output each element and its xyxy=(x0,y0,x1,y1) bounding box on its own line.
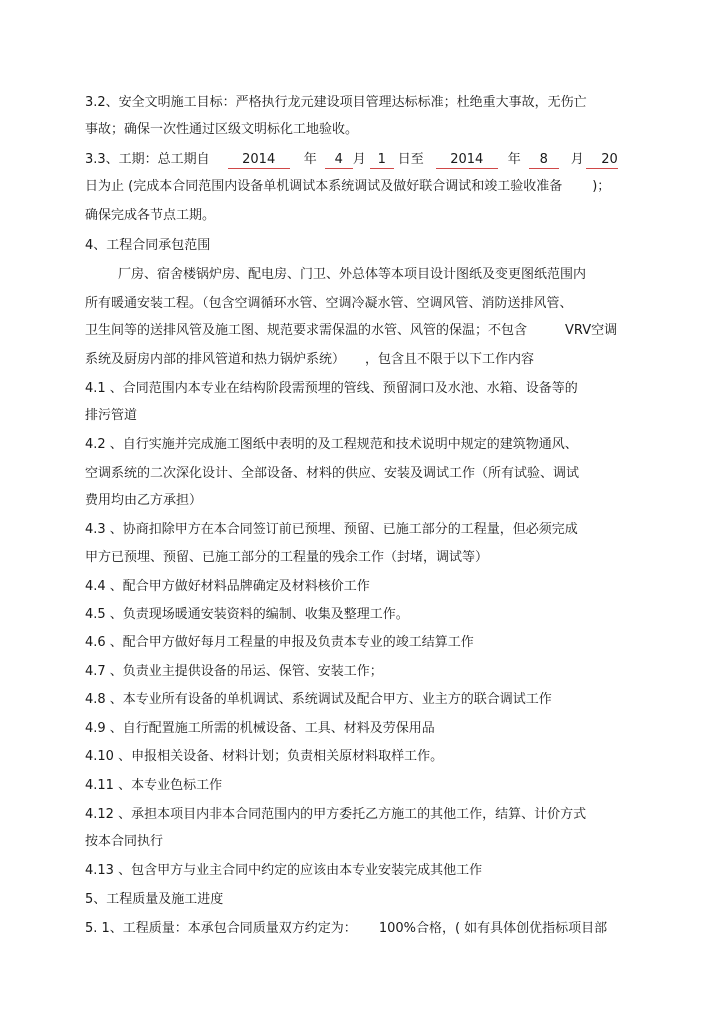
clause-4-line-4-main: 系统及厨房内部的排风管道和热力锅炉系统） xyxy=(85,352,346,367)
clause-5-1-tail: 100%合格，( 如有具体创优指标项目部 xyxy=(378,921,608,936)
clause-4-5: 4.5 、负责现场暖通安装资料的编制、收集及整理工作。 xyxy=(85,607,409,622)
month-label-2: 月 xyxy=(570,152,584,167)
clause-3-3-line-1 xyxy=(85,151,618,169)
end-year-field: 2014 xyxy=(436,152,498,169)
clause-4-2-line-1: 4.2 、自行实施并完成施工图纸中表明的及工程规范和技术说明中规定的建筑物通风、 xyxy=(85,437,578,452)
clause-4-4: 4.4 、配合甲方做好材料品牌确定及材料核价工作 xyxy=(85,579,370,594)
clause-5-1 xyxy=(85,920,607,938)
clause-4-12-line-1: 4.12 、承担本项目内非本合同范围内的甲方委托乙方施工的其他工作，结算、计价方式 xyxy=(85,807,587,822)
clause-4-8: 4.8 、本专业所有设备的单机调试、系统调试及配合甲方、业主方的联合调试工作 xyxy=(85,692,552,707)
clause-4-3-line-2: 甲方已预埋、预留、已施工部分的工程量的残余工作（封堵，调试等） xyxy=(85,550,489,565)
year-label-2: 年 xyxy=(507,152,521,167)
clause-4-1-line-1: 4.1 、合同范围内本专业在结构阶段需预埋的管线、预留洞口及水池、水箱、设备等的 xyxy=(85,381,578,396)
clause-4-line-3 xyxy=(85,322,617,340)
start-year-field: 2014 xyxy=(228,152,290,169)
clause-5-1-main: 5. 1、工程质量：本承包合同质量双方约定为： xyxy=(85,921,357,936)
clause-4-1-line-2: 排污管道 xyxy=(85,408,138,423)
clause-3-3-prefix: 3.3、工期：总工期自 xyxy=(85,152,210,167)
clause-4-line-1: 厂房、宿舍楼锅炉房、配电房、门卫、外总体等本项目设计图纸及变更图纸范围内 xyxy=(118,267,587,282)
start-month-field: 4 xyxy=(325,152,353,169)
clause-4-12-line-2: 按本合同执行 xyxy=(85,834,164,849)
clause-4-2-line-3: 费用均由乙方承担） xyxy=(85,493,203,508)
clause-4-line-4 xyxy=(85,351,534,369)
end-month-field: 8 xyxy=(529,152,559,169)
clause-4-11: 4.11 、本专业色标工作 xyxy=(85,778,223,793)
clause-4-line-3-main: 卫生间等的送排风管及施工图、规范要求需保温的水管、风管的保温；不包含 xyxy=(85,323,528,338)
clause-4-line-2: 所有暖通安装工程。（包含空调循环水管、空调冷凝水管、空调风管、消防送排风管、 xyxy=(85,296,573,311)
clause-4-line-4-tail: ，包含且不限于以下工作内容 xyxy=(365,352,535,367)
clause-3-3-close: )； xyxy=(592,179,611,194)
clause-4-13: 4.13 、包含甲方与业主合同中约定的应该由本专业安装完成其他工作 xyxy=(85,863,483,878)
clause-4-3-line-1: 4.3 、协商扣除甲方在本合同签订前已预埋、预留、已施工部分的工程量，但必须完成 xyxy=(85,522,578,537)
clause-4-9: 4.9 、自行配置施工所需的机械设备、工具、材料及劳保用品 xyxy=(85,721,435,736)
month-label-1: 月 xyxy=(352,152,366,167)
section-5-heading: 5、工程质量及施工进度 xyxy=(85,892,224,907)
clause-4-2-line-2: 空调系统的二次深化设计、全部设备、材料的供应、安装及调试工作（所有试验、调试 xyxy=(85,466,580,481)
year-label-1: 年 xyxy=(303,152,317,167)
clause-4-10: 4.10 、申报相关设备、材料计划；负责相关原材料取样工作。 xyxy=(85,749,444,764)
clause-3-3-line-3: 确保完成各节点工期。 xyxy=(85,208,216,223)
clause-4-7: 4.7 、负责业主提供设备的吊运、保管、安装工作； xyxy=(85,664,383,679)
clause-3-3-line-2 xyxy=(85,178,610,196)
clause-3-3-scope: 日为止 (完成本合同范围内设备单机调试本系统调试及做好联合调试和竣工验收准备 xyxy=(85,179,563,194)
end-day-field: 20 xyxy=(586,152,618,169)
clause-4-6: 4.6 、配合甲方做好每月工程量的申报及负责本专业的竣工结算工作 xyxy=(85,635,474,650)
start-day-field: 1 xyxy=(370,152,394,169)
clause-3-2-line-1: 3.2、安全文明施工目标：严格执行龙元建设项目管理达标标准；杜绝重大事故，无伤亡 xyxy=(85,95,587,110)
day-to-label: 日至 xyxy=(397,152,424,167)
clause-4-line-3-vrv: VRV空调 xyxy=(565,323,618,338)
clause-3-2-line-2: 事故；确保一次性通过区级文明标化工地验收。 xyxy=(85,122,359,137)
section-4-heading: 4、工程合同承包范围 xyxy=(85,238,211,253)
